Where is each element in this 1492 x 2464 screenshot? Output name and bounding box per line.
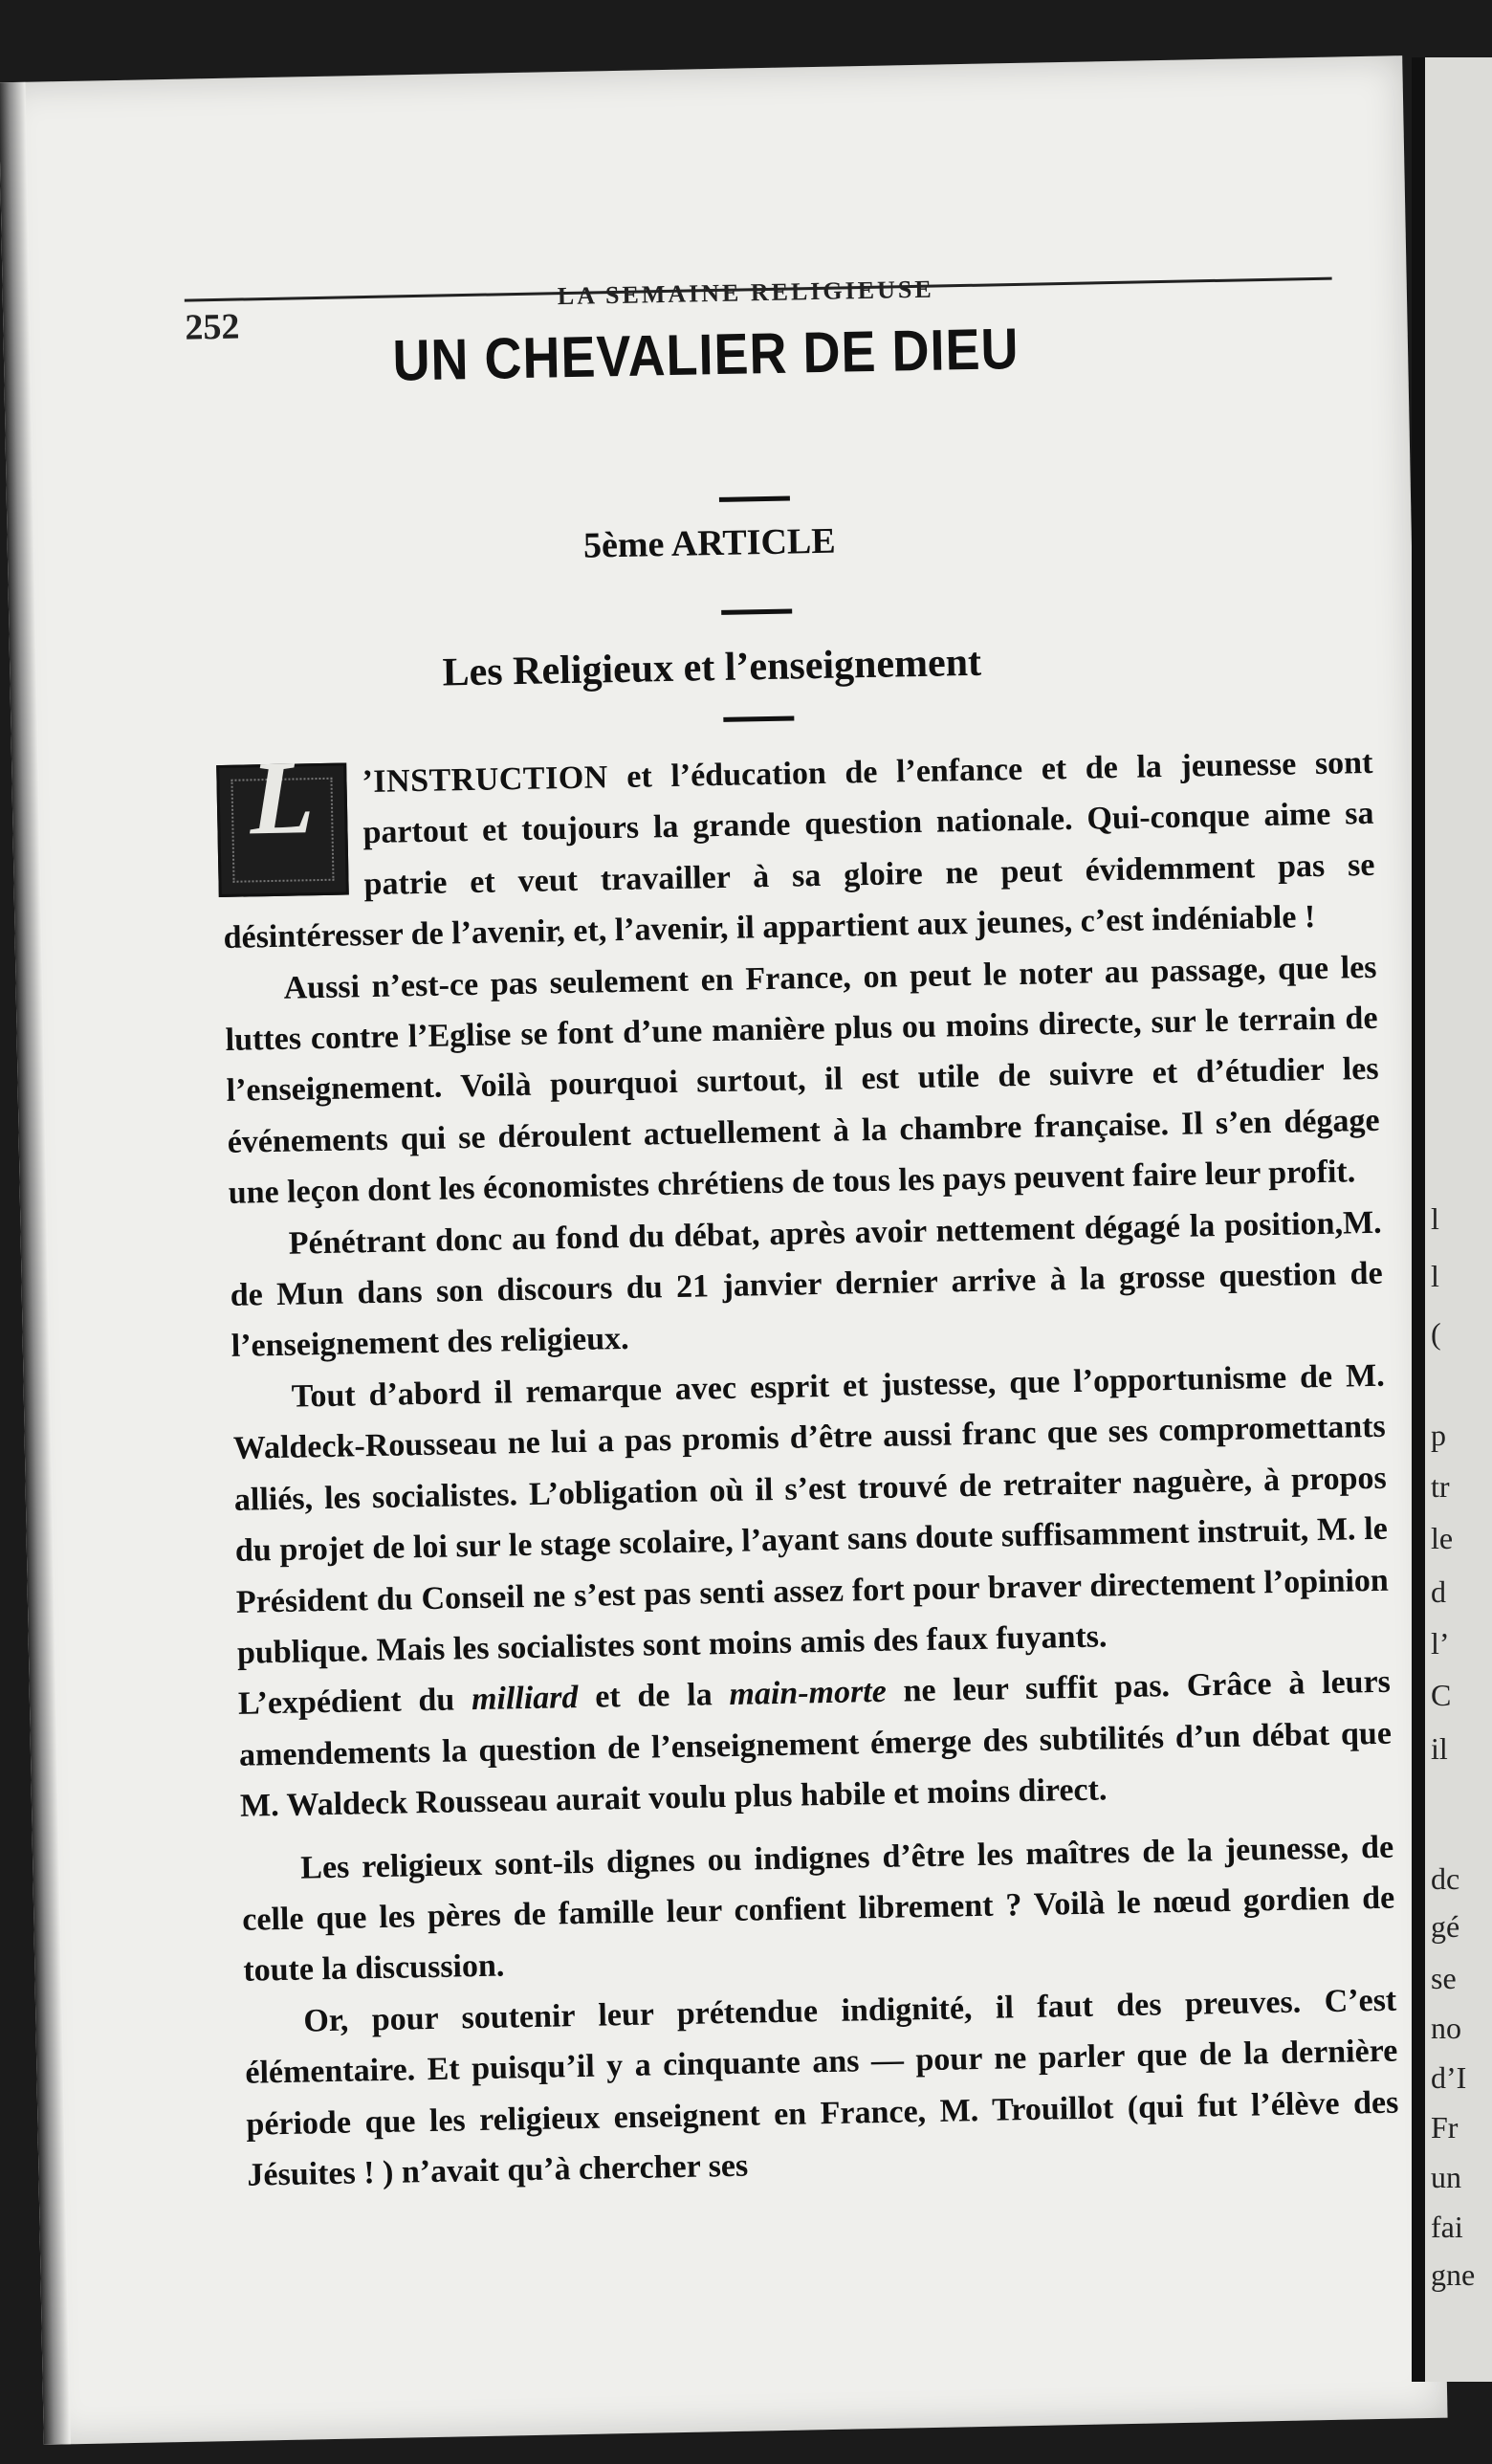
paragraph-7: Or, pour soutenir leur prétendue indignité, il faut des preuves. C’est élémentaire. Et puisqu’il y a cinquante ans — pour ne parler que de la dernière période que les religieux enseignent en France, M. Trouillot (qui fut l’élève des Jésuites ! ) n’avait qu’à chercher ses	[245, 1982, 1399, 2193]
article-number-rule	[721, 608, 792, 614]
article-title: UN CHEVALIER DE DIEU	[391, 317, 1020, 394]
facing-fragment: dc	[1431, 1861, 1460, 1896]
drop-cap-ornament	[216, 738, 349, 897]
facing-fragment: p	[1431, 1418, 1446, 1452]
facing-fragment: d’I	[1431, 2060, 1467, 2095]
expedient-tail: ne leur suffit pas.	[886, 1668, 1171, 1710]
facing-fragment: fai	[1431, 2210, 1463, 2244]
facing-fragment: gé	[1431, 1909, 1460, 1944]
facing-fragment: le	[1431, 1521, 1454, 1555]
facing-fragment: un	[1431, 2160, 1461, 2194]
article-number: 5ème ARTICLE	[582, 520, 836, 566]
paragraph-4: Tout d’abord il remarque avec esprit et justesse, que l’opportunisme de M. Waldeck-Rousseau ne lui a pas promis d’être aussi franc que ses compromettants alliés, les socialistes. L’obligation où il s’est trouvé de retraiter naguère, à propos du projet de loi sur le stage scolaire, l’ayant sans doute suffisamment instruit, M. le Président du Conseil ne s’est pas senti assez fort pour braver directement l’opinion publique. Mais les socialistes sont moins amis des faux fuyants.	[232, 1357, 1390, 1671]
opening-word: ’INSTRUCTION	[362, 759, 609, 801]
facing-fragment: tr	[1431, 1469, 1450, 1504]
paragraph-text: et l’éducation de l’enfance et de la jeunesse sont partout et toujours la grande question nationale. Qui-conque aime sa patrie et veut travailler à sa gloire ne peut évidemment pas se désintéresser de l’avenir, et, l’avenir, il appartient aux jeunes, c’est indéniable !	[223, 744, 1375, 957]
section-heading: Les Religieux et l’enseignement	[442, 640, 982, 695]
paragraph-text: Grâce à leurs amendements la question de l’enseignement émerge des subtilités d’un débat que M. Waldeck Rousseau aurait voulu plus habile et moins direct.	[238, 1664, 1393, 1824]
facing-fragment: gne	[1431, 2257, 1476, 2292]
scanned-page	[0, 55, 1448, 2445]
facing-fragment: Fr	[1431, 2110, 1459, 2145]
italic-word-main-morte: main-morte	[729, 1674, 888, 1713]
journal-title: LA SEMAINE RELIGIEUSE	[557, 275, 934, 311]
section-heading-rule	[723, 715, 794, 721]
paragraph-1	[220, 737, 1376, 964]
facing-fragment: (	[1431, 1316, 1441, 1351]
page-number: 252	[184, 306, 240, 348]
expedient-mid: et de la	[578, 1677, 730, 1716]
paragraph-expedient	[238, 1657, 1393, 1832]
facing-page-edge	[1412, 57, 1492, 2382]
paragraph-6: Les religieux sont-ils dignes ou indignes d’être les maîtres de la jeunesse, de celle que les pères de famille leur confient librement ? Voilà le nœud gordien de toute la discussion.	[241, 1829, 1395, 1990]
facing-fragment: C	[1431, 1678, 1452, 1712]
italic-word-milliard: milliard	[471, 1680, 579, 1718]
facing-fragment: l	[1431, 1201, 1439, 1236]
paragraph-2: Aussi n’est-ce pas seulement en France, on peut le noter au passage, que les luttes contre l’Eglise se font d’une manière plus ou moins directe, sur le terrain de l’enseignement. Voilà pourquoi surtout, il est utile de suivre et d’étudier les événements qui se déroulent actuellement à la chambre française. Il s’en dégage une leçon dont les économistes chrétiens de tous les pays peuvent faire leur profit.	[225, 949, 1380, 1212]
facing-fragment: l	[1431, 1259, 1439, 1293]
facing-fragment: l’	[1431, 1626, 1450, 1661]
title-rule	[719, 496, 790, 502]
running-head	[183, 201, 1331, 348]
drop-cap-letter: L	[249, 738, 316, 857]
facing-fragment: il	[1431, 1731, 1448, 1766]
facing-fragment: se	[1431, 1961, 1457, 1995]
article-body	[220, 737, 1400, 2201]
facing-fragment: no	[1431, 2011, 1461, 2045]
facing-fragment: d	[1431, 1574, 1446, 1609]
expedient-lead: L’expédient du	[237, 1682, 472, 1723]
paragraph-3: Pénétrant donc au fond du débat, après avoir nettement dégagé la position,M. de Mun dans son discours du 21 janvier dernier arrive à la grosse question de l’enseignement des religieux.	[230, 1204, 1383, 1365]
